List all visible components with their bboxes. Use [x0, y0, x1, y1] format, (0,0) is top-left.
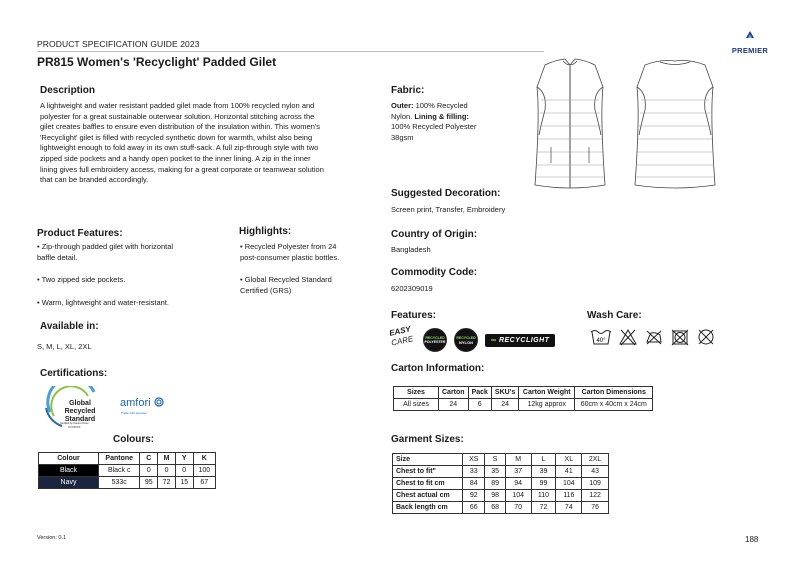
- certification-logos: [40, 386, 180, 436]
- table-cell: 39: [531, 466, 556, 478]
- description-line: lightweight enough to fold away in its own stuff-sack. A full zip-through style with two: [40, 143, 319, 153]
- outer-label: Outer:: [391, 101, 414, 110]
- table-cell: 98: [485, 490, 505, 502]
- col-header: Y: [175, 453, 193, 465]
- table-cell: 72: [158, 477, 176, 489]
- table-cell: 72: [531, 502, 556, 514]
- col-header: Colour: [39, 453, 99, 465]
- highlight-item: • Recycled Polyester from 24: [240, 242, 337, 251]
- no-iron-icon: [644, 328, 664, 346]
- table-cell: 35: [485, 466, 505, 478]
- col-header: Carton Weight: [519, 387, 575, 399]
- description-body: [40, 101, 365, 186]
- description-line: 'Recyclight' gilet is filled with recycled synthetic down for warmth, whilst also being: [40, 132, 313, 142]
- table-cell: 89: [485, 478, 505, 490]
- badge-top-text: RECYCLED: [425, 336, 445, 340]
- premier-logo-mark-icon: [745, 29, 755, 39]
- features-heading: Product Features:: [37, 228, 123, 239]
- table-cell: 74: [556, 502, 582, 514]
- fabric-line: 38gsm: [391, 132, 414, 142]
- garment-row: [393, 502, 609, 514]
- garment-table: [392, 453, 609, 514]
- table-cell: 43: [582, 466, 609, 478]
- table-cell: 68: [485, 502, 505, 514]
- carton-heading: Carton Information:: [391, 363, 485, 374]
- origin-text: Bangladesh: [391, 245, 431, 254]
- table-cell: Black c: [99, 465, 140, 477]
- colour-row-black: [39, 465, 216, 477]
- colours-heading: Colours:: [113, 434, 155, 445]
- product-title: PR815 Women's 'Recyclight' Padded Gilet: [37, 55, 277, 69]
- col-header: M: [158, 453, 176, 465]
- garment-row: [393, 466, 609, 478]
- brand-name: PREMIER: [731, 46, 769, 55]
- badge-bottom-text: NYLON: [458, 339, 473, 345]
- badge-bottom-text: POLYESTER: [424, 340, 446, 344]
- decoration-text: Screen print, Transfer, Embroidery: [391, 205, 506, 214]
- wash-temp: 40°: [596, 338, 606, 344]
- col-header: Size: [393, 454, 463, 466]
- highlights-list: [240, 242, 390, 296]
- outer-value-2: Nylon.: [391, 111, 413, 121]
- table-cell: 66: [463, 502, 485, 514]
- table-cell: 41: [556, 466, 582, 478]
- highlights-heading: Highlights:: [239, 226, 292, 237]
- table-cell: 95: [140, 477, 158, 489]
- col-header: L: [531, 454, 556, 466]
- wash-heading: Wash Care:: [587, 310, 642, 321]
- guide-title: PRODUCT SPECIFICATION GUIDE 2023: [37, 39, 200, 49]
- table-cell: 33: [463, 466, 485, 478]
- col-header: M: [505, 454, 531, 466]
- no-dry-clean-icon: [696, 328, 716, 346]
- col-header: Carton: [439, 387, 469, 399]
- colour-swatch-navy: Navy: [39, 477, 99, 489]
- description-line: lining gives full embroidery access, making for a great corporate or teamwear solution: [40, 164, 324, 174]
- wash-40-icon: [590, 328, 612, 346]
- grs-line-1: Global Recycled: [64, 400, 96, 415]
- col-header: S: [485, 454, 505, 466]
- commodity-heading: Commodity Code:: [391, 267, 478, 278]
- table-cell: 99: [531, 478, 556, 490]
- table-cell: 122: [582, 490, 609, 502]
- outer-value: 100% Recycled: [413, 101, 468, 110]
- col-header: XS: [463, 454, 485, 466]
- gilet-illustration: [515, 55, 725, 195]
- description-line: that can be branded accordingly.: [40, 175, 149, 185]
- col-header: Pack: [468, 387, 491, 399]
- table-cell: 76: [582, 502, 609, 514]
- carton-row: [394, 399, 653, 411]
- garment-row: [393, 478, 609, 490]
- col-header: Carton Dimensions: [575, 387, 653, 399]
- table-cell: 0: [140, 465, 158, 477]
- table-cell: 12kg approx: [519, 399, 575, 411]
- row-header: Chest to fit cm: [393, 478, 463, 490]
- grs-small: Certified by Control Union: [60, 422, 89, 425]
- amfori-text: amfori: [120, 397, 151, 409]
- grs-line-2: Standard: [64, 416, 96, 423]
- features-list: [37, 242, 227, 308]
- table-cell: 15: [175, 477, 193, 489]
- fabric-line: [391, 101, 506, 112]
- table-cell: 94: [505, 478, 531, 490]
- description-heading: Description: [40, 85, 96, 96]
- header-rule: [37, 51, 544, 52]
- fabric-heading: Fabric:: [391, 85, 425, 96]
- description-line: zipped side pockets and a handy open pocket to the inner lining. A zip in the inner: [40, 153, 311, 163]
- wash-icons-row: [590, 328, 716, 346]
- table-cell: 70: [505, 502, 531, 514]
- description-line: polyester for a great sustainable outerwear solution. Horizontal stitching across the: [40, 111, 315, 121]
- fabric-body: [391, 101, 506, 143]
- table-cell: 24: [491, 399, 518, 411]
- table-cell: 92: [463, 490, 485, 502]
- no-bleach-icon: [618, 328, 638, 346]
- table-cell: 104: [556, 478, 582, 490]
- col-header: C: [140, 453, 158, 465]
- easy-text: EASY: [388, 324, 412, 338]
- fabric-line: 100% Recycled Polyester: [391, 122, 477, 132]
- feature-item: • Warm, lightweight and water-resistant.: [37, 297, 169, 307]
- colour-swatch-black: Black: [39, 465, 99, 477]
- feature-item: baffle detail.: [37, 252, 78, 262]
- table-cell: 104: [505, 490, 531, 502]
- carton-header-row: [394, 387, 653, 399]
- feature-item: • Two zipped side pockets.: [37, 275, 126, 285]
- table-cell: 60cm x 40cm x 24cm: [575, 399, 653, 411]
- badge-top-text: RECYCLED: [456, 335, 476, 340]
- table-cell: 6: [468, 399, 491, 411]
- colour-row-navy: [39, 477, 216, 489]
- version-label: Version: 0.1: [37, 535, 67, 541]
- grs-code: CU 8XXXX: [68, 426, 81, 429]
- col-header: 2XL: [582, 454, 609, 466]
- amfori-logo: [120, 397, 164, 409]
- colours-table: [38, 452, 216, 489]
- col-header: Sizes: [394, 387, 439, 399]
- gilet-back-drawing: [635, 61, 715, 189]
- table-cell: 67: [193, 477, 215, 489]
- table-cell: All sizes: [394, 399, 439, 411]
- table-cell: 0: [158, 465, 176, 477]
- recycled-polyester-badge: [423, 328, 447, 352]
- table-cell: 84: [463, 478, 485, 490]
- amfori-ring-icon: [154, 397, 164, 407]
- lining-label: Lining & filling:: [412, 111, 469, 121]
- table-cell: 533c: [99, 477, 140, 489]
- table-cell: 37: [505, 466, 531, 478]
- row-header: Chest actual cm: [393, 490, 463, 502]
- garment-row: [393, 490, 609, 502]
- recycled-nylon-badge: [454, 328, 478, 352]
- features-icons-row: [388, 324, 555, 354]
- description-line: gilet creates baffles to ensure even distribution of the insulation within. This women's: [40, 122, 321, 132]
- description-line: A lightweight and water resistant padded gilet made from 100% recycled nylon and: [40, 101, 315, 110]
- col-header: SKU's: [491, 387, 518, 399]
- garment-header-row: [393, 454, 609, 466]
- commodity-text: 6202309019: [391, 284, 433, 293]
- row-header: Chest to fit": [393, 466, 463, 478]
- fabric-line: [391, 112, 506, 123]
- grs-text: [54, 400, 106, 424]
- recyclight-text: RECYCLIGHT: [498, 336, 550, 344]
- col-header: XL: [556, 454, 582, 466]
- colours-header-row: [39, 453, 216, 465]
- table-cell: 100: [193, 465, 215, 477]
- row-header: Back length cm: [393, 502, 463, 514]
- gilet-front-drawing: [535, 59, 605, 188]
- carton-table: [393, 386, 653, 411]
- col-header: Pantone: [99, 453, 140, 465]
- table-cell: 24: [439, 399, 469, 411]
- recyclight-logo: ∞ RECYCLIGHT: [485, 334, 555, 347]
- garment-heading: Garment Sizes:: [391, 434, 464, 445]
- features-icons-heading: Features:: [391, 310, 437, 321]
- table-cell: 116: [556, 490, 582, 502]
- page-number: 188: [745, 535, 759, 544]
- table-cell: 110: [531, 490, 556, 502]
- premier-logo: [730, 29, 770, 58]
- available-sizes: S, M, L, XL, 2XL: [37, 342, 92, 351]
- origin-heading: Country of Origin:: [391, 229, 478, 240]
- decoration-heading: Suggested Decoration:: [391, 188, 501, 199]
- no-tumble-dry-icon: [670, 328, 690, 346]
- easy-care-icon: [388, 324, 419, 357]
- highlight-item: • Global Recycled Standard: [240, 275, 332, 285]
- feature-item: • Zip-through padded gilet with horizontal: [37, 242, 174, 251]
- table-cell: 109: [582, 478, 609, 490]
- highlight-item: post-consumer plastic bottles.: [240, 252, 340, 262]
- certifications-heading: Certifications:: [40, 368, 108, 379]
- care-text: CARE: [390, 334, 415, 348]
- table-cell: 0: [175, 465, 193, 477]
- highlight-item: Certified (GRS): [240, 285, 292, 295]
- available-heading: Available in:: [40, 321, 99, 332]
- col-header: K: [193, 453, 215, 465]
- amfori-sub: Trade with purpose: [121, 411, 147, 415]
